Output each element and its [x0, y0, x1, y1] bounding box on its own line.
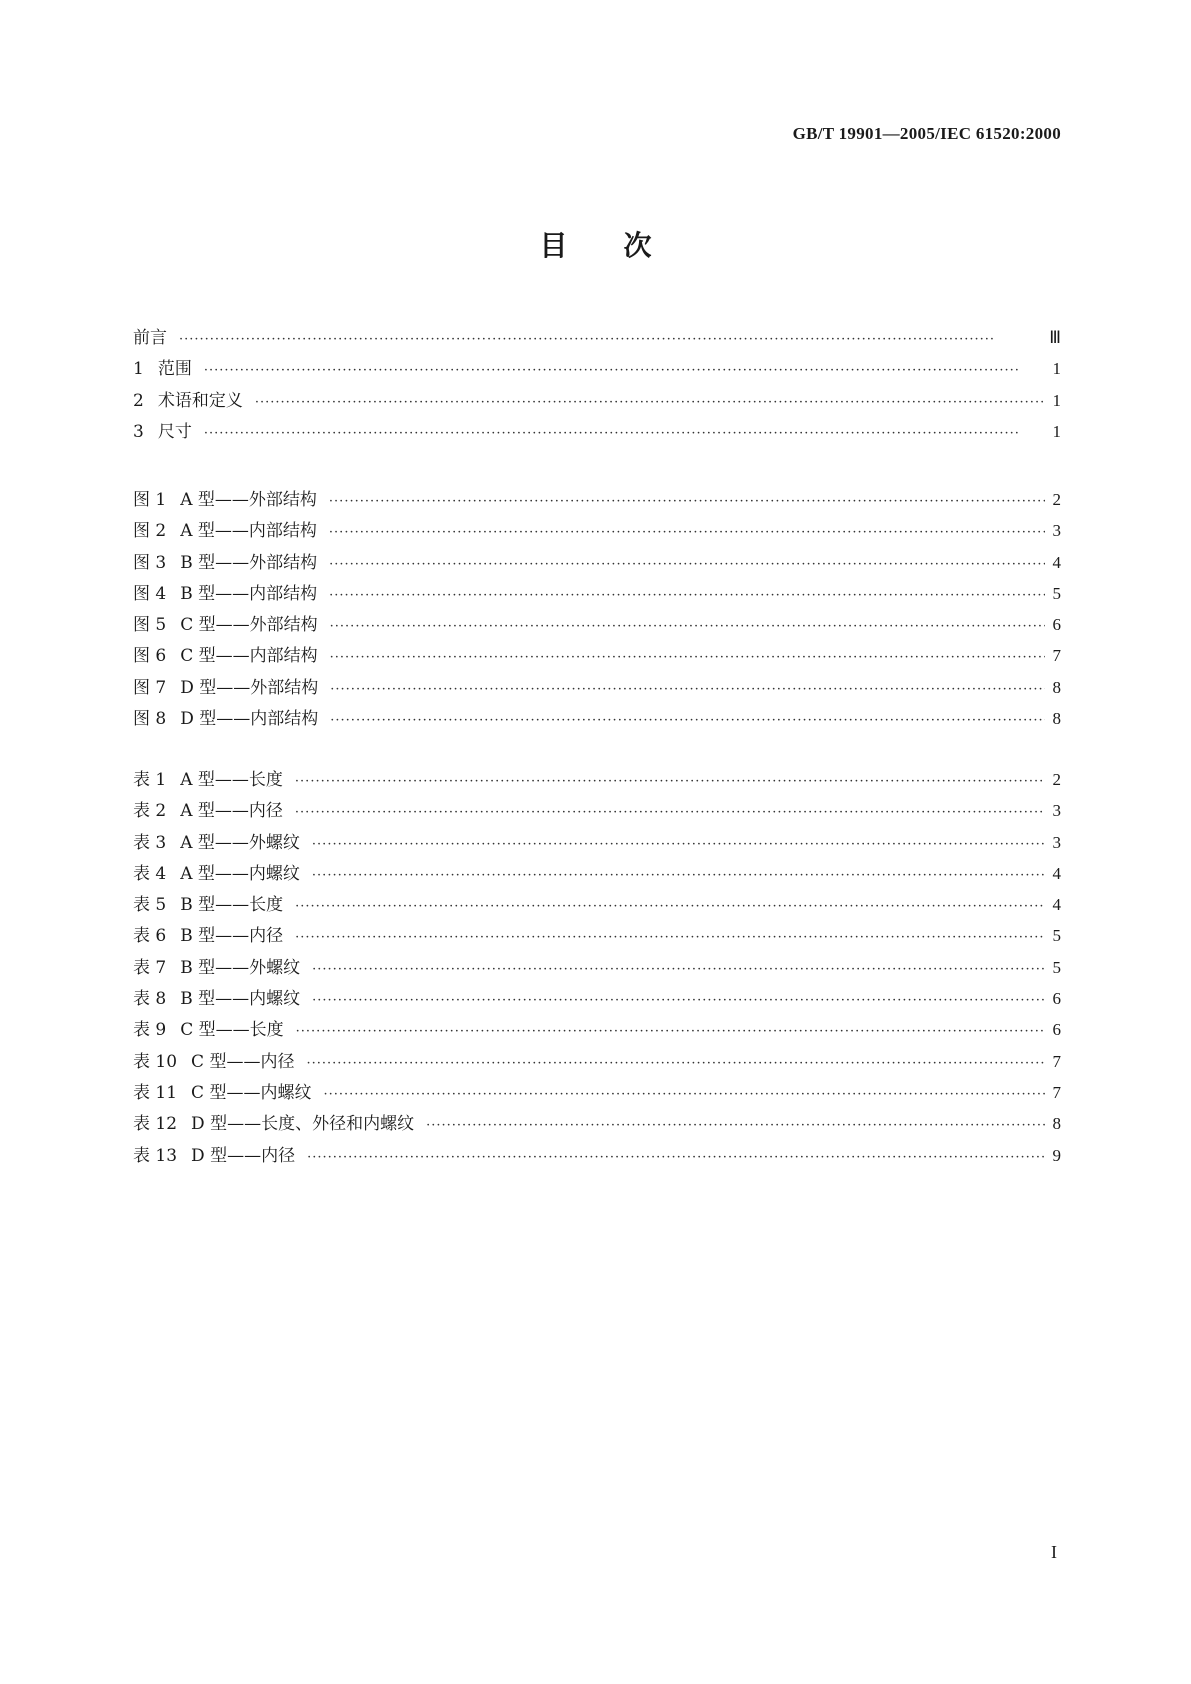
- toc-entry-page: Ⅲ: [1049, 328, 1061, 347]
- dot-leader: [204, 355, 1045, 386]
- toc-entry[interactable]: [133, 1108, 1061, 1139]
- page-number: I: [1051, 1542, 1057, 1562]
- toc-entry-page: 7: [1052, 1082, 1061, 1102]
- dot-leader: [295, 766, 1045, 797]
- dot-leader: [255, 387, 1045, 418]
- toc-entry-page: 2: [1052, 490, 1061, 509]
- toc-entry-number: 表 6: [133, 926, 167, 947]
- toc-entry[interactable]: [133, 952, 1061, 983]
- toc-entry-number: 表 4: [133, 863, 167, 884]
- toc-entry[interactable]: [133, 858, 1061, 889]
- toc-entry-number: 图 1: [133, 490, 167, 510]
- toc-entry-label: C 型——内径: [191, 1051, 295, 1072]
- toc-entry[interactable]: [133, 1140, 1061, 1171]
- toc-entry-page: 4: [1052, 552, 1061, 572]
- toc-entry-label: D 型——内部结构: [180, 709, 319, 730]
- toc-entry[interactable]: [133, 640, 1061, 671]
- toc-entry-number: 图 4: [133, 583, 167, 604]
- toc-entry-label: C 型——长度: [180, 1020, 284, 1041]
- toc-entry-number: 图 8: [133, 709, 167, 730]
- dot-leader: [330, 674, 1045, 705]
- toc-entry-page: 6: [1052, 615, 1061, 635]
- toc-entry[interactable]: [133, 609, 1061, 640]
- toc-entry-page: 1: [1052, 359, 1061, 379]
- dot-leader: [295, 797, 1045, 828]
- toc-entry-label: 前言: [133, 328, 167, 348]
- dot-leader: [296, 1016, 1045, 1047]
- toc-entry-label: 尺寸: [157, 421, 192, 442]
- toc-entry[interactable]: [133, 672, 1061, 703]
- toc-entry-page: 6: [1052, 1020, 1061, 1040]
- toc-entry[interactable]: [133, 920, 1061, 951]
- toc-entry-number: 图 5: [133, 615, 167, 636]
- toc-entry-label: C 型——外部结构: [180, 615, 318, 636]
- toc-entry-label: C 型——内螺纹: [191, 1082, 312, 1103]
- toc-entry-label: A 型——外部结构: [180, 490, 317, 510]
- toc-entry-page: 7: [1052, 1051, 1061, 1071]
- dot-leader: [329, 580, 1045, 611]
- toc-entry-number: 图 7: [133, 677, 167, 698]
- page-title: 目次: [539, 229, 708, 262]
- dot-leader: [330, 705, 1045, 736]
- toc-entry-label: A 型——内部结构: [180, 521, 317, 542]
- toc-entry-page: 5: [1052, 957, 1061, 977]
- toc-entry[interactable]: [133, 515, 1061, 546]
- toc-entry[interactable]: [133, 795, 1061, 826]
- toc-entry-page: 8: [1052, 709, 1061, 729]
- toc-entry[interactable]: [133, 1014, 1061, 1045]
- toc-entry-page: 6: [1052, 989, 1061, 1009]
- toc-entry-label: 范围: [157, 359, 192, 380]
- toc-entry-number: 表 10: [133, 1051, 178, 1072]
- toc-entry-number: 表 5: [133, 895, 167, 916]
- toc-entry-page: 8: [1052, 677, 1061, 697]
- dot-leader: [330, 642, 1045, 673]
- toc-figures-section: [133, 484, 1061, 734]
- dot-leader: [312, 860, 1045, 891]
- toc-entry-label: A 型——内螺纹: [180, 863, 300, 884]
- toc-entry[interactable]: [133, 385, 1061, 416]
- toc-entry[interactable]: [133, 703, 1061, 734]
- toc-entry-label: A 型——内径: [180, 801, 283, 822]
- toc-entry-number: 3: [133, 421, 144, 442]
- toc-entry[interactable]: [133, 764, 1061, 795]
- toc-entry-number: 1: [133, 359, 144, 380]
- toc-entry-number: 表 11: [133, 1082, 178, 1103]
- toc-main-section: [133, 322, 1061, 447]
- dot-leader: [312, 829, 1045, 860]
- toc-entry-page: 3: [1052, 521, 1061, 541]
- dot-leader: [306, 1048, 1045, 1079]
- toc-entry-number: 表 7: [133, 957, 167, 978]
- dot-leader: [295, 891, 1045, 922]
- toc-entry-label: B 型——内部结构: [180, 583, 318, 604]
- toc-entry-page: 3: [1052, 801, 1061, 821]
- toc-entry-page: 2: [1052, 770, 1061, 789]
- toc-entry-page: 1: [1052, 390, 1061, 410]
- toc-entry[interactable]: [133, 322, 1061, 353]
- toc-entry[interactable]: [133, 1046, 1061, 1077]
- dot-leader: [323, 1079, 1045, 1110]
- dot-leader: [329, 549, 1045, 580]
- toc-entry-number: 2: [133, 390, 144, 411]
- toc-entry[interactable]: [133, 416, 1061, 447]
- toc-entry-number: 表 1: [133, 770, 167, 790]
- document-code: GB/T 19901—2005/IEC 61520:2000: [792, 124, 1061, 143]
- dot-leader: [329, 486, 1045, 517]
- toc-entry-label: 术语和定义: [157, 390, 243, 411]
- toc-entry[interactable]: [133, 547, 1061, 578]
- toc-entry-number: 表 8: [133, 989, 167, 1010]
- toc-entry-page: 7: [1052, 646, 1061, 666]
- toc-entry-number: 表 12: [133, 1114, 178, 1135]
- toc-entry-number: 图 2: [133, 521, 167, 542]
- toc-entry-page: 4: [1052, 895, 1061, 915]
- toc-entry-page: 3: [1052, 832, 1061, 852]
- toc-entry-label: D 型——外部结构: [180, 677, 319, 698]
- toc-entry-label: A 型——长度: [180, 770, 283, 790]
- toc-tables-section: [133, 764, 1061, 1171]
- toc-entry-label: D 型——内径: [191, 1145, 296, 1166]
- toc-entry[interactable]: [133, 983, 1061, 1014]
- toc-entry-page: 9: [1052, 1145, 1061, 1165]
- toc-entry[interactable]: [133, 1077, 1061, 1108]
- toc-entry[interactable]: [133, 889, 1061, 920]
- toc-entry-label: C 型——内部结构: [180, 646, 318, 667]
- toc-entry-number: 表 9: [133, 1020, 167, 1041]
- dot-leader: [204, 418, 1045, 449]
- toc-entry-page: 5: [1052, 583, 1061, 603]
- toc-entry[interactable]: [133, 827, 1061, 858]
- dot-leader: [330, 611, 1045, 642]
- toc-entry-number: 表 13: [133, 1145, 178, 1166]
- dot-leader: [329, 517, 1045, 548]
- dot-leader: [312, 954, 1045, 985]
- toc-entry-page: 4: [1052, 863, 1061, 883]
- dot-leader: [179, 324, 1043, 355]
- toc-entry-page: 5: [1052, 926, 1061, 946]
- toc-entry-label: B 型——外螺纹: [180, 957, 301, 978]
- toc-entry-page: 8: [1052, 1114, 1061, 1134]
- toc-entry-number: 图 3: [133, 552, 167, 573]
- toc-entry-label: A 型——外螺纹: [180, 832, 300, 853]
- toc-entry-label: B 型——长度: [180, 895, 284, 916]
- toc-entry-label: B 型——内螺纹: [180, 989, 301, 1010]
- toc-entry[interactable]: [133, 484, 1061, 515]
- toc-entry-label: B 型——外部结构: [180, 552, 318, 573]
- dot-leader: [426, 1110, 1045, 1141]
- toc-entry-number: 表 3: [133, 832, 167, 853]
- toc-entry-number: 表 2: [133, 801, 167, 822]
- toc-entry-label: D 型——长度、外径和内螺纹: [191, 1114, 415, 1135]
- toc-entry-number: 图 6: [133, 646, 167, 667]
- dot-leader: [307, 1142, 1045, 1173]
- toc-entry-page: 1: [1052, 421, 1061, 441]
- toc-entry-label: B 型——内径: [180, 926, 284, 947]
- dot-leader: [312, 985, 1045, 1016]
- dot-leader: [295, 922, 1045, 953]
- toc-entry[interactable]: [133, 578, 1061, 609]
- toc-entry[interactable]: [133, 353, 1061, 384]
